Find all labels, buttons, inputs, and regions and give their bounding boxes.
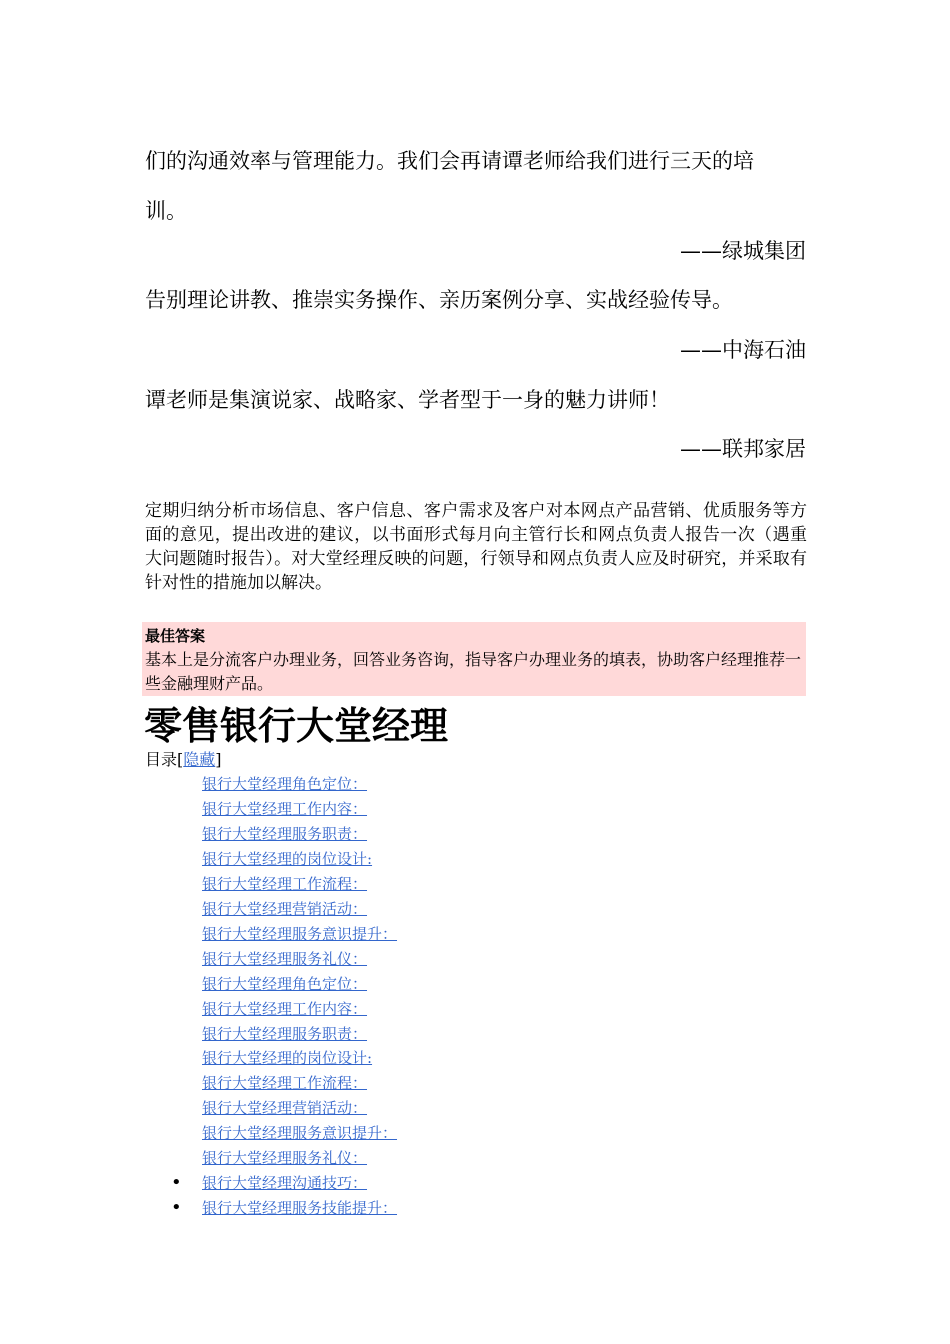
toc-item bbox=[202, 897, 397, 922]
toc-link[interactable]: 银行大堂经理角色定位： bbox=[202, 974, 368, 993]
toc-link[interactable]: 银行大堂经理营销活动： bbox=[202, 1099, 368, 1118]
toc-link[interactable]: 银行大堂经理营销活动： bbox=[202, 899, 368, 918]
toc-link[interactable]: 银行大堂经理服务职责： bbox=[202, 1024, 368, 1043]
toc-list bbox=[202, 772, 397, 1221]
body-paragraph: 定期归纳分析市场信息、客户信息、客户需求及客户对本网点产品营销、优质服务等方面的意见，提出改进的建议，以书面形式每月向主管行长和网点负责人报告一次（遇重大问题随时报告）。对大堂经理反映的问题，行领导和网点负责人应及时研究，并采取有针对性的措施加以解决。 bbox=[145, 501, 807, 593]
toc-item-bulleted bbox=[202, 1171, 397, 1196]
toc-link[interactable]: 银行大堂经理服务礼仪： bbox=[202, 1149, 368, 1168]
testimonial-text-line: 训。 bbox=[145, 199, 187, 223]
testimonial-quote: 谭老师是集演说家、战略家、学者型于一身的魅力讲师！ bbox=[145, 388, 670, 412]
toc-hide-link[interactable]: 隐藏 bbox=[183, 750, 216, 769]
toc-item bbox=[202, 997, 397, 1022]
toc-label: 目录 bbox=[145, 750, 178, 769]
toc-item bbox=[202, 797, 397, 822]
toc-link[interactable]: 银行大堂经理服务礼仪： bbox=[202, 949, 368, 968]
toc-item bbox=[202, 1071, 397, 1096]
toc-item bbox=[202, 1121, 397, 1146]
toc-link[interactable]: 银行大堂经理服务意识提升： bbox=[202, 1124, 398, 1143]
testimonial-signature: ——中海石油 bbox=[680, 338, 806, 362]
toc-bracket: ] bbox=[215, 750, 222, 769]
toc-link[interactable]: 银行大堂经理工作内容： bbox=[202, 799, 368, 818]
toc-item bbox=[202, 947, 397, 972]
toc-link[interactable]: 银行大堂经理工作流程： bbox=[202, 874, 368, 893]
toc-item bbox=[202, 922, 397, 947]
toc-item bbox=[202, 1046, 397, 1071]
testimonial-signature: ——联邦家居 bbox=[680, 437, 806, 461]
toc-item bbox=[202, 1096, 397, 1121]
article-title: 零售银行大堂经理 bbox=[144, 704, 449, 748]
toc-link[interactable]: 银行大堂经理服务职责： bbox=[202, 824, 368, 843]
toc-bracket: [ bbox=[177, 750, 184, 769]
toc-header bbox=[145, 748, 222, 772]
best-answer-title: 最佳答案 bbox=[145, 627, 206, 645]
toc-link[interactable]: 银行大堂经理角色定位： bbox=[202, 775, 368, 793]
best-answer-body: 基本上是分流客户办理业务，回答业务咨询，指导客户办理业务的填表，协助客户经理推荐一些金融理财产品。 bbox=[145, 650, 802, 693]
toc-item bbox=[202, 847, 397, 872]
toc-item bbox=[202, 822, 397, 847]
toc-item bbox=[202, 1146, 397, 1171]
toc-item-bulleted bbox=[202, 1196, 397, 1221]
toc-link[interactable]: 银行大堂经理的岗位设计: bbox=[202, 1049, 373, 1068]
toc-link[interactable]: 银行大堂经理服务技能提升： bbox=[202, 1199, 398, 1218]
best-answer-box bbox=[142, 622, 806, 696]
testimonial-quote: 告别理论讲教、推崇实务操作、亲历案例分享、实战经验传导。 bbox=[145, 288, 733, 312]
testimonial-text-line: 们的沟通效率与管理能力。我们会再请谭老师给我们进行三天的培 bbox=[145, 149, 754, 173]
toc-item bbox=[202, 772, 397, 797]
toc-link[interactable]: 银行大堂经理沟通技巧： bbox=[202, 1174, 368, 1193]
toc-link[interactable]: 银行大堂经理服务意识提升： bbox=[202, 924, 398, 943]
toc-link[interactable]: 银行大堂经理工作内容： bbox=[202, 999, 368, 1018]
toc-item bbox=[202, 872, 397, 897]
testimonial-block bbox=[145, 136, 810, 236]
toc-item bbox=[202, 1022, 397, 1047]
toc-item bbox=[202, 972, 397, 997]
toc-link[interactable]: 银行大堂经理工作流程： bbox=[202, 1074, 368, 1093]
testimonial-signature: ——绿城集团 bbox=[680, 239, 806, 263]
toc-link[interactable]: 银行大堂经理的岗位设计: bbox=[202, 849, 373, 868]
